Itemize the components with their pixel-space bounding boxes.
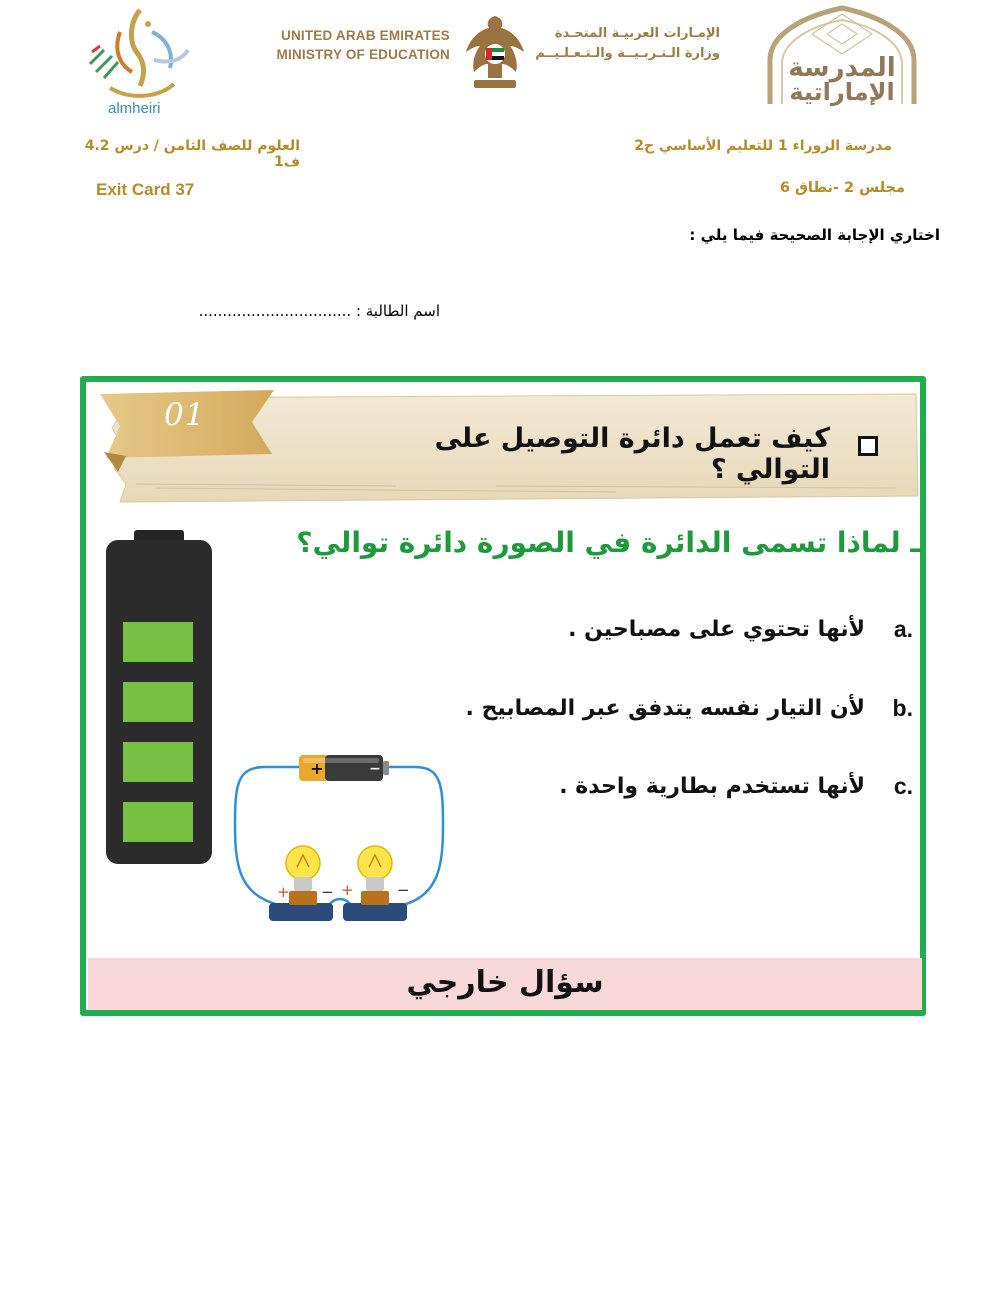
bulb-right-minus-sign: −: [397, 881, 410, 899]
question-number-badge: 01: [164, 397, 206, 433]
ministry-name-ar: الإمـارات العربيـة المتحـدة وزارة الـتـربـيــة والـتـعـلـيــم: [535, 26, 720, 61]
option-letter: c.: [893, 773, 913, 799]
battery-plus-sign: +: [310, 759, 324, 778]
student-name-blank[interactable]: ................................: [198, 302, 352, 320]
bulb-left-plus-sign: +: [277, 883, 290, 901]
student-name-label: اسم الطالبة :: [355, 302, 440, 320]
svg-text:الإماراتية: الإماراتية: [789, 78, 895, 106]
school-name: مدرسة الزوراء 1 للتعليم الأساسي ح2: [634, 138, 892, 154]
option-text: لأنها تحتوي على مصباحين .: [568, 617, 865, 642]
card-title: كيف تعمل دائرة التوصيل على التوالي ؟: [434, 423, 830, 485]
student-name-field[interactable]: [120, 302, 440, 320]
external-question-label: سؤال خارجي: [406, 965, 604, 1000]
option-text: لأن التيار نفسه يتدفق عبر المصابيح .: [465, 696, 865, 721]
checkbox-icon: [858, 436, 878, 456]
option-a[interactable]: [353, 616, 913, 643]
option-b[interactable]: [353, 695, 913, 722]
battery-level-icon: [104, 530, 214, 866]
series-circuit-diagram: [225, 745, 455, 930]
subject-lesson: العلوم للصف الثامن / درس 4.2 ف1: [84, 138, 300, 170]
uae-emblem-icon: [462, 12, 528, 92]
exit-card-number: Exit Card 37: [96, 180, 195, 199]
bulb-right-plus-sign: +: [341, 881, 354, 899]
option-letter: a.: [893, 616, 913, 642]
option-text: لأنها تستخدم بطارية واحدة .: [559, 774, 865, 799]
bulb-left-minus-sign: −: [321, 883, 334, 901]
instruction: اختاري الإجابة الصحيحة فيما يلي :: [689, 226, 940, 244]
battery-minus-sign: −: [369, 761, 381, 777]
emirati-school-logo: [752, 4, 932, 106]
option-letter: b.: [892, 695, 913, 721]
question-text: ـ لماذا تسمى الدائرة في الصورة دائرة توالي؟: [296, 526, 920, 559]
brand-name: almheiri: [108, 100, 161, 117]
svg-text:المدرسة: المدرسة: [788, 53, 896, 83]
ministry-name-en: UNITED ARAB EMIRATES MINISTRY OF EDUCATION: [276, 28, 450, 62]
council-zone: مجلس 2 -نطاق 6: [779, 180, 905, 196]
